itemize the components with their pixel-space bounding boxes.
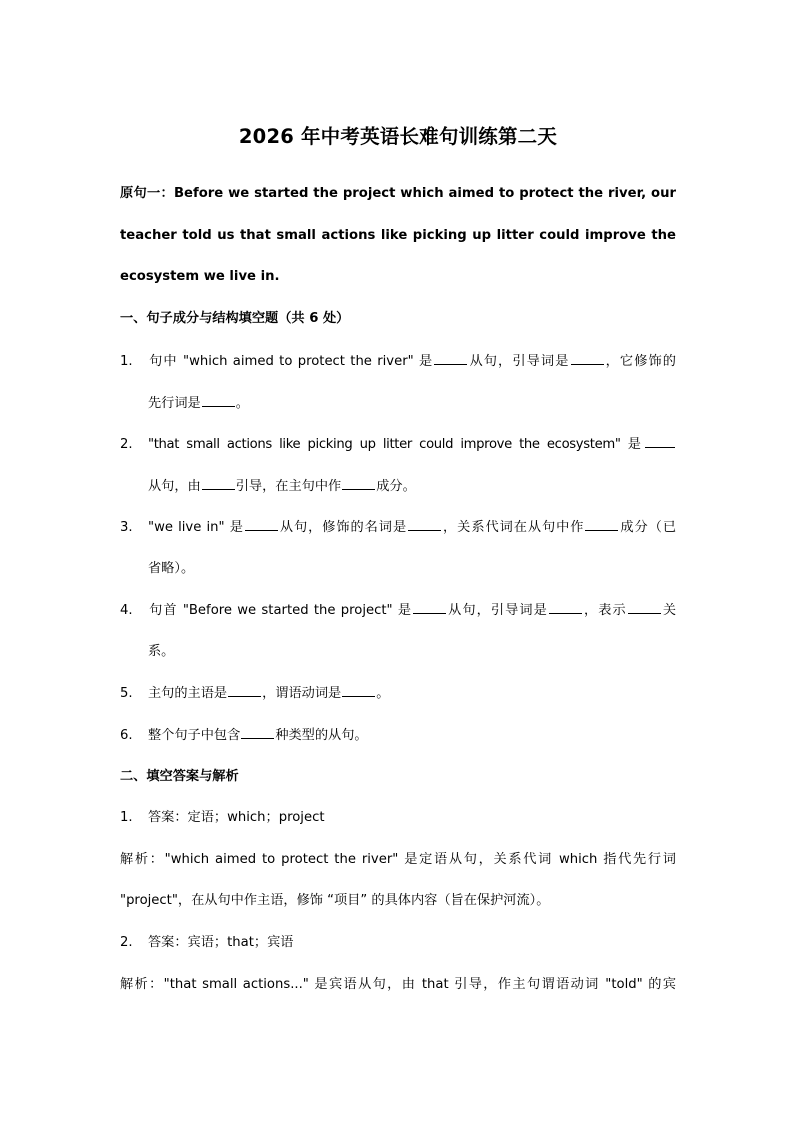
question-2-line-1 [120,435,676,454]
question-text: 引导，在主句中作 [235,479,342,494]
answer-number: 1. [120,810,133,825]
answer-blank[interactable] [434,352,467,365]
explanation-1-line-1: 解析："which aimed to protect the river" 是定语从句，关系代词 which 指代先行词 [120,852,676,867]
explanation-2-line-1: 解析："that small actions..." 是宾语从句，由 that 引导，作主句谓语动词 "told" 的宾 [120,977,676,992]
answer-blank[interactable] [549,601,582,614]
question-text: 整个句子中包含 [148,728,241,743]
question-text: ，它修饰的 [604,354,676,369]
answer-text: 答案：定语；which；project [148,810,325,825]
answer-blank[interactable] [245,518,278,531]
answer-blank[interactable] [202,394,235,407]
question-text: 句首 "Before we started the project" 是 [148,603,413,618]
answer-1 [120,809,676,827]
question-number: 1. [120,354,133,369]
question-text: 句中 "which aimed to protect the river" 是 [148,354,434,369]
question-4-line-2: 系。 [148,644,175,659]
question-number: 2. [120,437,133,452]
question-text: 成分（已 [619,520,677,535]
answer-blank[interactable] [342,684,375,697]
question-text: ，关系代词在从句中作 [442,520,585,535]
answer-blank[interactable] [241,726,274,739]
answer-2 [120,934,676,952]
original-text-1: Before we started the project which aimed to protect the river, our [173,186,676,201]
question-1-line-2 [148,394,676,413]
answer-blank[interactable] [585,518,618,531]
question-number: 5. [120,686,133,701]
question-text: 从句，由 [148,479,201,494]
question-text: 。 [376,686,390,701]
question-text: 关 [661,603,677,618]
question-text: "we live in" 是 [148,520,244,535]
question-text: 从句，修饰的名词是 [278,520,408,535]
question-text: ，表示 [582,603,627,618]
question-text: 从句，引导词是 [447,603,548,618]
question-text: ，谓语动词是 [262,686,342,701]
answer-blank[interactable] [628,601,661,614]
answer-number: 2. [120,935,133,950]
question-text: 先行词是 [148,396,201,411]
original-label: 原句一： [120,186,174,201]
question-text: 成分。 [376,479,416,494]
answer-blank[interactable] [228,684,261,697]
answer-text: 答案：宾语；that；宾语 [148,935,294,950]
question-number: 3. [120,520,133,535]
question-3-line-1 [120,518,676,537]
answer-blank[interactable] [413,601,446,614]
question-text: "that small actions like picking up litter could improve the ecosystem" 是 [148,437,644,452]
question-text: 。 [235,396,249,411]
answer-blank[interactable] [342,477,375,490]
question-3-line-2: 省略）。 [148,561,195,576]
question-4-line-1 [120,601,676,620]
question-text: 主句的主语是 [148,686,228,701]
answer-blank[interactable] [202,477,235,490]
original-sentence-line-1 [120,185,676,203]
question-text: 从句，引导词是 [468,354,570,369]
page-title: 2026 年中考英语长难句训练第二天 [238,125,558,148]
question-2-line-2 [148,477,676,496]
question-number: 6. [120,728,133,743]
question-5-line-1 [120,684,676,703]
question-number: 4. [120,603,133,618]
original-sentence-line-2: teacher told us that small actions like picking up litter could improve the [120,228,676,243]
section2-heading: 二、填空答案与解析 [120,769,239,784]
answer-blank[interactable] [645,435,675,448]
section1-heading: 一、句子成分与结构填空题（共 6 处） [120,311,350,326]
answer-blank[interactable] [408,518,441,531]
original-sentence-line-3: ecosystem we live in. [120,269,280,284]
question-text: 种类型的从句。 [275,728,368,743]
question-6-line-1 [120,726,676,745]
explanation-1-line-2: "project"，在从句中作主语，修饰 “项目” 的具体内容（旨在保护河流）。 [120,893,550,908]
question-1-line-1 [120,352,676,371]
answer-blank[interactable] [571,352,604,365]
